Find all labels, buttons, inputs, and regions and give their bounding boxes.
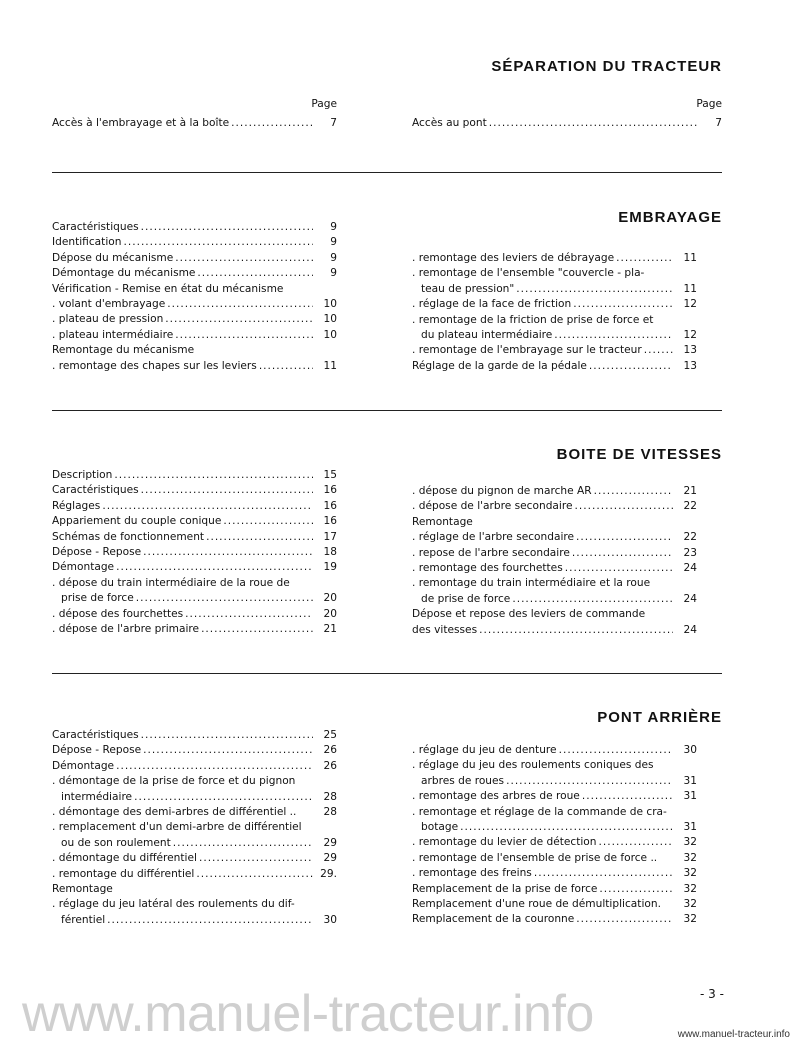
toc-entry xyxy=(52,743,337,758)
toc-entry-page: 32 xyxy=(683,836,697,849)
toc-entry-page: 32 xyxy=(683,882,697,895)
toc-entry-text: Caractéristiques xyxy=(52,484,139,497)
toc-entry-page: 29 xyxy=(323,836,337,849)
toc-entry-page: 31 xyxy=(683,790,697,803)
toc-entry-text: férentiel xyxy=(61,913,106,926)
toc-leader-dots xyxy=(175,328,313,343)
toc-entry-text: Appariement du couple conique xyxy=(52,515,222,528)
toc-leader-dots xyxy=(599,882,673,897)
toc-entry-page: 21 xyxy=(323,623,337,636)
toc-entry-text: Démontage du mécanisme xyxy=(52,267,196,280)
toc-entry xyxy=(412,866,697,881)
toc-leader-dots xyxy=(231,116,313,131)
toc-entry xyxy=(412,623,697,638)
toc-entry-page: 24 xyxy=(683,592,697,605)
toc-entry-page: 9 xyxy=(330,251,337,264)
toc-entry: . démontage de la prise de force et du pignon xyxy=(52,775,296,788)
toc-entry-page: 21 xyxy=(683,485,697,497)
toc-entry-text: . repose de l'arbre secondaire xyxy=(412,546,570,559)
toc-leader-dots xyxy=(199,851,313,866)
toc-leader-dots xyxy=(197,266,313,281)
toc-entry-page: 29. xyxy=(320,867,337,880)
toc-leader-dots xyxy=(506,774,673,789)
toc-leader-dots xyxy=(576,530,673,545)
toc-entry-page: 32 xyxy=(683,867,697,880)
list-pont-right xyxy=(412,743,697,928)
toc-leader-dots xyxy=(479,623,673,638)
toc-entry-text: Schémas de fonctionnement xyxy=(52,530,205,543)
toc-entry-page: 26 xyxy=(323,744,337,757)
toc-leader-dots xyxy=(616,251,673,266)
toc-entry-text: Caractéristiques xyxy=(52,221,139,233)
toc-entry xyxy=(52,116,337,131)
toc-entry: Vérification - Remise en état du mécanisme xyxy=(52,282,284,295)
col-separation-right xyxy=(412,97,722,132)
toc-entry-text: Accès à l'embrayage et à la boîte xyxy=(52,117,230,130)
toc-entry-page: 10 xyxy=(323,313,337,326)
toc-entry-text: . remontage des leviers de débrayage xyxy=(412,252,615,264)
toc-entry-text: . dépose des fourchettes xyxy=(52,607,184,620)
toc-entry xyxy=(52,220,337,235)
toc-entry xyxy=(52,790,337,805)
toc-entry-text: . dépose du pignon de marche AR xyxy=(412,485,592,497)
toc-leader-dots xyxy=(554,328,673,343)
toc-entry xyxy=(52,251,337,266)
toc-entry-page: 24 xyxy=(683,562,697,575)
section-title-pont: PONT ARRIÈRE xyxy=(597,709,722,726)
toc-entry-text: . remontage de l'ensemble de prise de force .. xyxy=(412,851,658,864)
list-pont-left xyxy=(52,728,337,928)
toc-entry-page: 9 xyxy=(330,221,337,233)
toc-entry-text: . réglage du jeu de denture xyxy=(412,744,557,756)
toc-entry-text: Réglage de la garde de la pédale xyxy=(412,359,587,372)
toc-leader-dots xyxy=(141,220,313,235)
toc-entry-text: Dépose - Repose xyxy=(52,744,142,757)
toc-entry-page: 24 xyxy=(683,623,697,636)
toc-leader-dots xyxy=(512,592,673,607)
toc-entry xyxy=(52,759,337,774)
toc-entry-text: . démontage des demi-arbres de différentiel .. xyxy=(52,806,297,819)
toc-entry-text: Identification xyxy=(52,236,122,249)
toc-entry-text: . remontage de l'embrayage sur le tracteur xyxy=(412,344,642,357)
toc-entry-page: 10 xyxy=(323,328,337,341)
toc-entry: . remplacement d'un demi-arbre de différentiel xyxy=(52,821,302,834)
toc-entry-page: 15 xyxy=(323,469,337,481)
toc-entry: . dépose du train intermédiaire de la roue de xyxy=(52,576,290,589)
toc-leader-dots xyxy=(136,591,313,606)
toc-leader-dots xyxy=(534,866,673,881)
toc-entry-text: Démontage xyxy=(52,561,115,574)
toc-entry-text: . remontage des freins xyxy=(412,867,532,880)
toc-leader-dots xyxy=(599,835,673,850)
toc-entry xyxy=(412,530,697,545)
toc-entry-page: 20 xyxy=(323,592,337,605)
toc-leader-dots xyxy=(143,743,313,758)
section-divider xyxy=(52,172,722,173)
toc-leader-dots xyxy=(185,607,313,622)
toc-entry xyxy=(412,328,697,343)
toc-entry: Remontage xyxy=(412,515,473,528)
toc-entry-text: du plateau intermédiaire xyxy=(421,329,553,342)
toc-entry-page: 16 xyxy=(323,499,337,512)
toc-entry xyxy=(412,743,697,758)
toc-entry xyxy=(412,116,722,131)
toc-entry-text: teau de pression" xyxy=(421,282,515,295)
toc-leader-dots xyxy=(572,546,673,561)
toc-leader-dots xyxy=(576,912,673,927)
toc-leader-dots xyxy=(114,468,313,483)
col-separation-left xyxy=(52,97,337,132)
toc-entry-page: 32 xyxy=(683,898,697,911)
toc-leader-dots xyxy=(206,530,313,545)
toc-entry xyxy=(52,607,337,622)
toc-entry-page: 10 xyxy=(323,298,337,311)
toc-entry-page: 32 xyxy=(683,851,697,864)
page-number: - 3 - xyxy=(700,987,724,1001)
watermark-small: www.manuel-tracteur.info xyxy=(677,1029,790,1040)
toc-entry-page: 9 xyxy=(330,236,337,249)
toc-leader-dots xyxy=(165,312,313,327)
list-embrayage-right xyxy=(412,251,697,374)
toc-entry xyxy=(412,592,697,607)
toc-entry-page: 18 xyxy=(323,546,337,559)
toc-entry-text: Dépose du mécanisme xyxy=(52,251,174,264)
toc-entry: Remontage du mécanisme xyxy=(52,344,195,357)
toc-entry xyxy=(412,820,697,835)
toc-leader-dots xyxy=(143,545,313,560)
toc-entry-page: 31 xyxy=(683,821,697,834)
toc-entry: Remontage xyxy=(52,883,113,896)
toc-entry-page: 9 xyxy=(330,267,337,280)
toc-entry xyxy=(52,545,337,560)
section-divider xyxy=(52,410,722,411)
toc-entry-page: 11 xyxy=(683,252,697,264)
toc-leader-dots xyxy=(141,483,313,498)
toc-entry-page: 11 xyxy=(323,359,337,372)
toc-entry-text: Accès au pont xyxy=(412,117,487,130)
toc-entry-page: 29 xyxy=(323,852,337,865)
toc-entry-text: de prise de force xyxy=(421,592,511,605)
toc-entry-page: 7 xyxy=(330,117,337,130)
toc-entry-text: botage xyxy=(421,821,459,834)
toc-entry xyxy=(52,483,337,498)
toc-entry-text: ou de son roulement xyxy=(61,836,171,849)
toc-entry xyxy=(52,312,337,327)
toc-entry-page: 30 xyxy=(683,744,697,756)
list-boite-left xyxy=(52,468,337,637)
toc-entry xyxy=(52,728,337,743)
toc-leader-dots xyxy=(123,235,313,250)
toc-entry: . réglage du jeu des roulements coniques des xyxy=(412,759,654,772)
toc-entry-page: 28 xyxy=(323,790,337,803)
toc-leader-dots xyxy=(259,359,313,374)
toc-leader-dots xyxy=(559,743,673,758)
toc-entry xyxy=(52,297,337,312)
toc-entry-page: 11 xyxy=(683,282,697,295)
list-boite-right xyxy=(412,484,697,638)
toc-entry: . remontage et réglage de la commande de cra- xyxy=(412,805,667,818)
section-title-embrayage: EMBRAYAGE xyxy=(618,209,722,226)
toc-leader-dots xyxy=(594,484,673,499)
toc-leader-dots xyxy=(565,561,673,576)
toc-entry-page: 22 xyxy=(683,531,697,544)
toc-leader-dots xyxy=(175,251,313,266)
toc-entry-text: des vitesses xyxy=(412,623,478,636)
toc-entry-page: 13 xyxy=(683,344,697,357)
toc-entry-text: . démontage du différentiel xyxy=(52,852,197,865)
toc-entry-page: 26 xyxy=(323,759,337,772)
toc-entry-page: 32 xyxy=(683,913,697,926)
toc-entry xyxy=(52,851,337,866)
toc-leader-dots xyxy=(102,499,313,514)
toc-entry-page: 17 xyxy=(323,530,337,543)
toc-leader-dots xyxy=(582,789,673,804)
toc-entry xyxy=(412,851,697,866)
toc-entry-text: Description xyxy=(52,469,113,481)
toc-entry xyxy=(412,359,697,374)
toc-entry xyxy=(412,251,697,266)
toc-leader-dots xyxy=(116,759,313,774)
toc-entry xyxy=(52,867,337,882)
toc-entry-text: Démontage xyxy=(52,759,115,772)
toc-entry xyxy=(52,836,337,851)
section-title-separation: SÉPARATION DU TRACTEUR xyxy=(491,58,722,75)
toc-entry-text: Remplacement de la couronne xyxy=(412,913,575,926)
toc-entry-page: 7 xyxy=(715,117,722,130)
toc-leader-dots xyxy=(173,836,313,851)
toc-entry xyxy=(52,591,337,606)
toc-leader-dots xyxy=(573,297,673,312)
toc-entry xyxy=(412,912,697,927)
toc-leader-dots xyxy=(489,116,698,131)
toc-entry xyxy=(412,561,697,576)
toc-entry xyxy=(412,835,697,850)
toc-entry-text: . réglage de la face de friction xyxy=(412,298,572,311)
toc-entry-text: Remplacement de la prise de force xyxy=(412,882,598,895)
toc-entry xyxy=(412,882,697,897)
toc-entry-text: . remontage des arbres de roue xyxy=(412,790,580,803)
toc-entry xyxy=(412,499,697,514)
toc-entry-page: 23 xyxy=(683,546,697,559)
watermark: www.manuel-tracteur.info xyxy=(22,985,594,1043)
toc-entry-text: . plateau de pression xyxy=(52,313,164,326)
toc-entry-page: 16 xyxy=(323,484,337,497)
page-header-right: Page xyxy=(696,98,722,110)
toc-entry xyxy=(412,789,697,804)
toc-entry xyxy=(52,805,337,820)
toc-entry xyxy=(412,897,697,912)
toc-entry-text: . remontage des fourchettes xyxy=(412,562,563,575)
toc-entry-text: . dépose de l'arbre primaire xyxy=(52,623,200,636)
toc-entry-page: 20 xyxy=(323,607,337,620)
page-header-left: Page xyxy=(311,98,337,110)
toc-entry xyxy=(52,359,337,374)
toc-entry-text: Dépose - Repose xyxy=(52,546,142,559)
toc-entry-text: intermédiaire xyxy=(61,790,133,803)
toc-leader-dots xyxy=(107,913,313,928)
toc-entry xyxy=(52,499,337,514)
toc-leader-dots xyxy=(223,514,313,529)
toc-entry-text: . réglage de l'arbre secondaire xyxy=(412,531,575,544)
list-separation-left xyxy=(52,116,337,131)
toc-entry-text: arbres de roues xyxy=(421,774,505,787)
toc-entry: . réglage du jeu latéral des roulements du dif- xyxy=(52,898,295,911)
toc-entry-page: 28 xyxy=(323,806,337,819)
toc-entry-text: . dépose de l'arbre secondaire xyxy=(412,500,573,513)
toc-entry-text: . volant d'embrayage xyxy=(52,298,166,311)
toc-entry: . remontage de l'ensemble "couvercle - pla- xyxy=(412,267,645,280)
toc-leader-dots xyxy=(575,499,674,514)
toc-entry-text: . plateau intermédiaire xyxy=(52,328,174,341)
toc-entry xyxy=(52,328,337,343)
toc-entry-page: 22 xyxy=(683,500,697,513)
toc-entry xyxy=(52,468,337,483)
toc-entry xyxy=(52,530,337,545)
toc-leader-dots xyxy=(644,343,673,358)
list-separation-right xyxy=(412,116,722,131)
toc-entry-page: 12 xyxy=(683,329,697,342)
toc-entry-text: Réglages xyxy=(52,499,101,512)
toc-leader-dots xyxy=(134,790,313,805)
toc-entry: . remontage du train intermédiaire et la roue xyxy=(412,577,651,590)
toc-entry-page: 31 xyxy=(683,774,697,787)
toc-entry xyxy=(412,297,697,312)
toc-leader-dots xyxy=(116,560,313,575)
toc-leader-dots xyxy=(196,867,313,882)
list-embrayage-left xyxy=(52,220,337,374)
toc-entry-page: 12 xyxy=(683,298,697,311)
toc-entry xyxy=(52,560,337,575)
toc-entry-page: 13 xyxy=(683,359,697,372)
toc-entry xyxy=(412,343,697,358)
toc-entry xyxy=(52,514,337,529)
toc-leader-dots xyxy=(141,728,313,743)
toc-entry: Dépose et repose des leviers de commande xyxy=(412,608,646,621)
toc-entry-text: Remplacement d'une roue de démultiplication. xyxy=(412,898,661,911)
toc-entry-page: 19 xyxy=(323,561,337,574)
toc-leader-dots xyxy=(516,282,673,297)
toc-entry-page: 16 xyxy=(323,515,337,528)
toc-leader-dots xyxy=(589,359,673,374)
toc-entry-text: . remontage du différentiel xyxy=(52,867,195,880)
toc-entry-text: . remontage des chapes sur les leviers xyxy=(52,359,257,372)
toc-leader-dots xyxy=(201,622,313,637)
toc-entry-text: Caractéristiques xyxy=(52,729,139,741)
toc-leader-dots xyxy=(167,297,313,312)
section-divider xyxy=(52,673,722,674)
toc-entry xyxy=(412,484,697,499)
toc-entry xyxy=(52,913,337,928)
toc-entry xyxy=(412,546,697,561)
toc-entry xyxy=(52,235,337,250)
toc-leader-dots xyxy=(460,820,673,835)
toc-entry: . remontage de la friction de prise de force et xyxy=(412,313,654,326)
toc-entry-page: 25 xyxy=(323,729,337,741)
toc-entry xyxy=(52,266,337,281)
toc-entry-text: . remontage du levier de détection xyxy=(412,836,597,849)
toc-entry xyxy=(412,282,697,297)
toc-entry-page: 30 xyxy=(323,913,337,926)
toc-entry xyxy=(412,774,697,789)
toc-entry-text: prise de force xyxy=(61,592,134,605)
section-title-boite: BOITE DE VITESSES xyxy=(556,446,722,463)
toc-entry xyxy=(52,622,337,637)
